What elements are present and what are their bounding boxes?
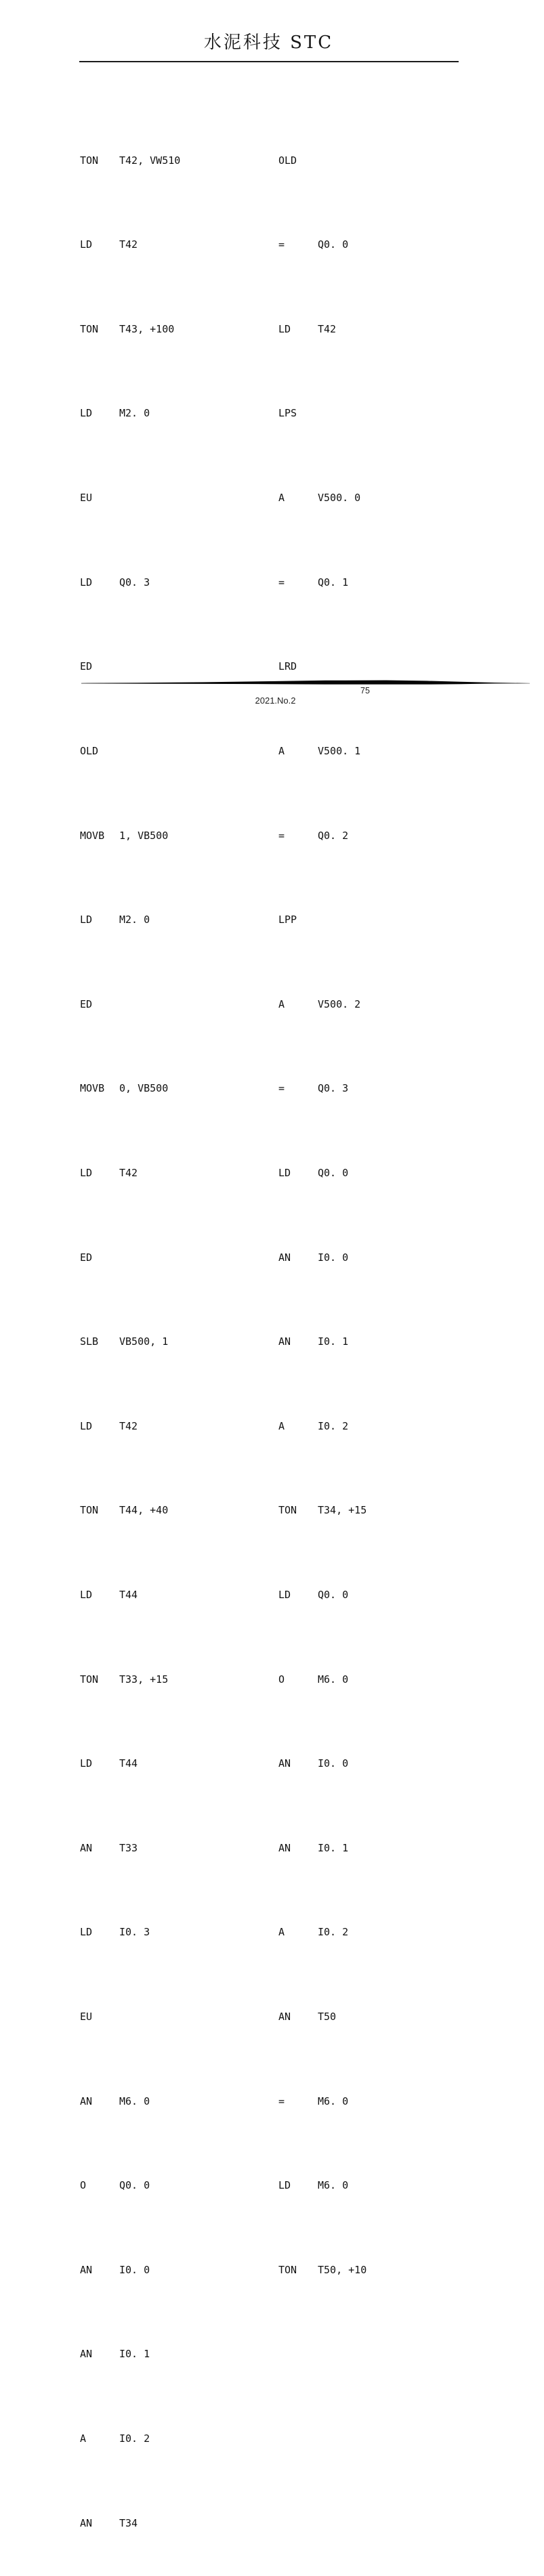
opcode: LPS — [278, 407, 297, 420]
opcode: AN — [80, 2095, 93, 2107]
opcode: LD — [80, 1926, 93, 1939]
opcode: AN — [80, 2348, 93, 2361]
code-line — [278, 2260, 367, 2281]
code-line — [80, 909, 180, 930]
code-line — [278, 825, 367, 846]
operand: Q0. 0 — [318, 238, 349, 251]
opcode: LD — [80, 1166, 93, 1179]
opcode: TON — [80, 154, 99, 167]
code-line — [80, 1500, 180, 1521]
operand: Q0. 0 — [119, 2179, 150, 2192]
code-line — [80, 1669, 180, 1690]
operand: Q0. 2 — [318, 829, 349, 842]
opcode: A — [278, 997, 285, 1010]
opcode: ED — [80, 660, 93, 673]
code-line — [80, 234, 180, 255]
operand: T34 — [119, 2516, 138, 2529]
operand: T42, VW510 — [119, 154, 181, 167]
operand: I0. 1 — [318, 1841, 349, 1854]
operand: T42 — [119, 1419, 138, 1432]
code-line — [80, 2006, 180, 2027]
code-line — [278, 1922, 367, 1943]
code-line — [80, 2513, 180, 2534]
operand: T33 — [119, 1841, 138, 1854]
opcode: O — [278, 1673, 285, 1686]
opcode: TON — [278, 2263, 297, 2276]
code-line — [278, 1331, 367, 1352]
code-line — [278, 1247, 367, 1268]
code-line — [278, 1163, 367, 1184]
code-line — [278, 1416, 367, 1437]
code-line — [278, 319, 367, 340]
opcode: EU — [80, 2011, 93, 2023]
opcode: = — [278, 576, 285, 588]
opcode: EU — [80, 492, 93, 505]
opcode: AN — [278, 1841, 291, 1854]
code-line — [278, 234, 367, 255]
opcode: ED — [80, 1251, 93, 1264]
code-line — [80, 1753, 180, 1774]
code-line — [80, 994, 180, 1015]
code-line — [80, 1331, 180, 1352]
code-line — [80, 2260, 180, 2281]
opcode: OLD — [278, 154, 297, 167]
code-line — [278, 2006, 367, 2027]
opcode: A — [278, 744, 285, 757]
opcode: = — [278, 2095, 285, 2107]
code-line — [80, 572, 180, 593]
code-line — [278, 1669, 367, 1690]
opcode: LD — [278, 2179, 291, 2192]
code-column-right — [278, 66, 367, 2323]
operand: I0. 3 — [119, 1926, 150, 1939]
code-line — [278, 488, 367, 509]
operand: I0. 1 — [119, 2348, 150, 2361]
opcode: O — [80, 2179, 87, 2192]
operand: V500. 1 — [318, 744, 361, 757]
code-line — [278, 1585, 367, 1606]
opcode: TON — [80, 322, 99, 335]
opcode: TON — [278, 1504, 297, 1517]
operand: I0. 0 — [119, 2263, 150, 2276]
opcode: LPP — [278, 914, 297, 926]
operand: V500. 2 — [318, 997, 361, 1010]
opcode: = — [278, 829, 285, 842]
issue-label: 2021.No.2 — [255, 695, 296, 706]
code-line — [80, 1247, 180, 1268]
code-line — [80, 1922, 180, 1943]
opcode: AN — [80, 1841, 93, 1854]
opcode: TON — [80, 1504, 99, 1517]
opcode: AN — [278, 1251, 291, 1264]
code-line — [80, 825, 180, 846]
operand: Q0. 3 — [318, 1082, 349, 1095]
opcode: OLD — [80, 744, 99, 757]
operand: I0. 2 — [119, 2432, 150, 2445]
operand: 0, VB500 — [119, 1082, 169, 1095]
opcode: MOVB — [80, 829, 105, 842]
opcode: = — [278, 1082, 285, 1095]
opcode: A — [278, 1419, 285, 1432]
operand: M6. 0 — [318, 1673, 349, 1686]
opcode: = — [278, 238, 285, 251]
code-line — [278, 403, 367, 424]
code-line — [80, 741, 180, 762]
opcode: LD — [80, 1419, 93, 1432]
operand: I0. 0 — [318, 1251, 349, 1264]
opcode: AN — [80, 2263, 93, 2276]
code-line — [278, 150, 367, 171]
code-line — [278, 741, 367, 762]
code-line — [278, 1838, 367, 1859]
operand: M2. 0 — [119, 914, 150, 926]
code-line — [80, 2175, 180, 2196]
code-line — [80, 1078, 180, 1099]
opcode: TON — [80, 1673, 99, 1686]
journal-title: 水泥科技 STC — [203, 33, 334, 53]
opcode: LD — [278, 1166, 291, 1179]
code-line — [278, 1500, 367, 1521]
opcode: LD — [80, 1757, 93, 1770]
code-line — [80, 319, 180, 340]
operand: I0. 2 — [318, 1419, 349, 1432]
opcode: LD — [278, 322, 291, 335]
code-line — [278, 909, 367, 930]
operand: I0. 0 — [318, 1757, 349, 1770]
operand: T33, +15 — [119, 1673, 169, 1686]
opcode: AN — [278, 2011, 291, 2023]
operand: T43, +100 — [119, 322, 175, 335]
operand: I0. 2 — [318, 1926, 349, 1939]
code-line — [80, 1163, 180, 1184]
operand: M2. 0 — [119, 407, 150, 420]
opcode: LD — [80, 576, 93, 588]
operand: T44 — [119, 1757, 138, 1770]
code-line — [278, 656, 367, 677]
opcode: AN — [278, 1757, 291, 1770]
operand: M6. 0 — [119, 2095, 150, 2107]
footer-rule — [80, 679, 531, 687]
opcode: LD — [80, 1588, 93, 1601]
code-line — [278, 994, 367, 1015]
operand: T42 — [119, 1166, 138, 1179]
opcode: MOVB — [80, 1082, 105, 1095]
operand: T42 — [119, 238, 138, 251]
operand: T42 — [318, 322, 337, 335]
opcode: AN — [80, 2516, 93, 2529]
code-line — [278, 2175, 367, 2196]
header-rule — [79, 61, 459, 62]
opcode: A — [80, 2432, 87, 2445]
code-line — [80, 488, 180, 509]
code-line — [80, 2428, 180, 2449]
operand: Q0. 0 — [318, 1588, 349, 1601]
opcode: LD — [80, 238, 93, 251]
opcode: LRD — [278, 660, 297, 673]
operand: T50 — [318, 2011, 337, 2023]
code-line — [278, 572, 367, 593]
opcode: ED — [80, 997, 93, 1010]
code-column-left — [80, 66, 180, 2576]
operand: T34, +15 — [318, 1504, 367, 1517]
opcode: AN — [278, 1335, 291, 1348]
opcode: LD — [80, 914, 93, 926]
page-number: 75 — [360, 686, 370, 695]
operand: M6. 0 — [318, 2179, 349, 2192]
code-line — [278, 1753, 367, 1774]
opcode: A — [278, 492, 285, 505]
operand: 1, VB500 — [119, 829, 169, 842]
code-line — [80, 1416, 180, 1437]
operand: Q0. 0 — [318, 1166, 349, 1179]
operand: T44 — [119, 1588, 138, 1601]
operand: Q0. 1 — [318, 576, 349, 588]
code-line — [80, 150, 180, 171]
opcode: LD — [278, 1588, 291, 1601]
operand: VB500, 1 — [119, 1335, 169, 1348]
code-line — [80, 1585, 180, 1606]
opcode: A — [278, 1926, 285, 1939]
operand: T44, +40 — [119, 1504, 169, 1517]
operand: T50, +10 — [318, 2263, 367, 2276]
code-line — [80, 1838, 180, 1859]
code-line — [278, 2091, 367, 2112]
operand: V500. 0 — [318, 492, 361, 505]
code-line — [80, 403, 180, 424]
code-line — [80, 2344, 180, 2365]
operand: M6. 0 — [318, 2095, 349, 2107]
code-line — [80, 2091, 180, 2112]
opcode: LD — [80, 407, 93, 420]
operand: I0. 1 — [318, 1335, 349, 1348]
code-line — [278, 1078, 367, 1099]
code-line — [80, 656, 180, 677]
opcode: SLB — [80, 1335, 99, 1348]
operand: Q0. 3 — [119, 576, 150, 588]
